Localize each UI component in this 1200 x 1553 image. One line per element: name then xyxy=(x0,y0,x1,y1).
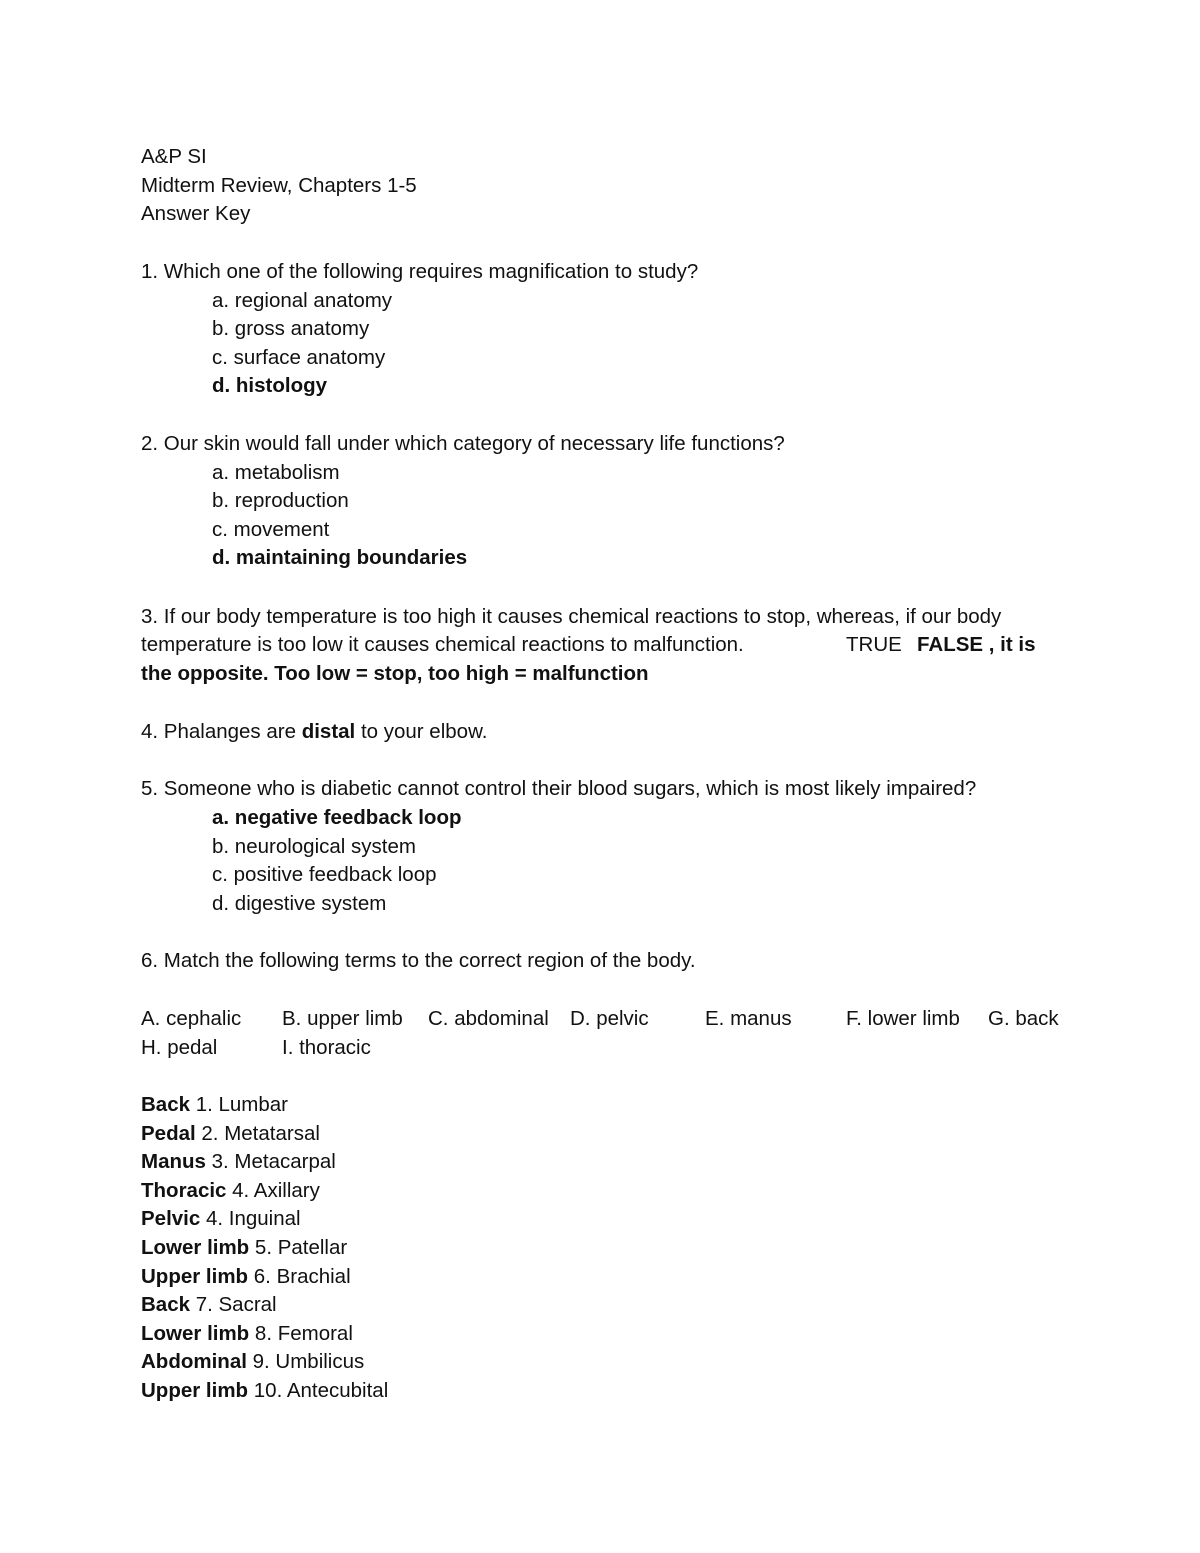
match-row xyxy=(141,1234,347,1262)
question-4 xyxy=(141,718,487,746)
match-region: Manus xyxy=(141,1150,206,1173)
q3-explanation: the opposite. Too low = stop, too high = malfunction xyxy=(141,662,649,685)
term-i: I. thoracic xyxy=(282,1036,371,1059)
match-term: 2. Metatarsal xyxy=(195,1122,320,1145)
q2-option-c: c. movement xyxy=(212,518,330,541)
match-row xyxy=(141,1091,288,1119)
question-3-line-2 xyxy=(141,631,744,659)
q4-prefix: 4. Phalanges are xyxy=(141,720,302,743)
q4-suffix: to your elbow. xyxy=(355,720,488,743)
match-term: 6. Brachial xyxy=(248,1265,351,1288)
match-term: 4. Inguinal xyxy=(200,1207,301,1230)
q4-answer: distal xyxy=(301,720,356,743)
term-d: D. pelvic xyxy=(570,1007,649,1030)
question-3-statement: temperature is too low it causes chemical reactions to malfunction. xyxy=(141,633,744,656)
q1-option-a: a. regional anatomy xyxy=(212,289,393,312)
match-region: Pelvic xyxy=(141,1207,201,1230)
question-3-line-1: 3. If our body temperature is too high it causes chemical reactions to stop, whereas, if our body xyxy=(141,605,1002,628)
question-2: 2. Our skin would fall under which category of necessary life functions? xyxy=(141,432,785,455)
match-row xyxy=(141,1291,277,1319)
match-region: Lower limb xyxy=(141,1322,250,1345)
document-title: Midterm Review, Chapters 1-5 xyxy=(141,174,417,197)
match-row xyxy=(141,1263,351,1291)
term-g: G. back xyxy=(988,1007,1059,1030)
term-c: C. abdominal xyxy=(428,1007,549,1030)
term-e: E. manus xyxy=(705,1007,792,1030)
match-term: 3. Metacarpal xyxy=(205,1150,336,1173)
q3-true-label: TRUE xyxy=(846,633,902,656)
match-region: Thoracic xyxy=(141,1179,227,1202)
q5-option-c: c. positive feedback loop xyxy=(212,863,437,886)
q3-false-answer: FALSE , it is xyxy=(917,633,1036,656)
match-region: Pedal xyxy=(141,1122,196,1145)
term-b: B. upper limb xyxy=(282,1007,403,1030)
match-region: Back xyxy=(141,1093,191,1116)
question-1: 1. Which one of the following requires magnification to study? xyxy=(141,260,699,283)
q5-option-a-answer: a. negative feedback loop xyxy=(212,806,462,829)
match-term: 9. Umbilicus xyxy=(246,1350,365,1373)
q1-option-b: b. gross anatomy xyxy=(212,317,370,340)
term-h: H. pedal xyxy=(141,1036,218,1059)
document-subtitle: Answer Key xyxy=(141,202,251,225)
q5-option-b: b. neurological system xyxy=(212,835,416,858)
match-region: Abdominal xyxy=(141,1350,247,1373)
q1-option-c: c. surface anatomy xyxy=(212,346,386,369)
term-f: F. lower limb xyxy=(846,1007,960,1030)
course-title: A&P SI xyxy=(141,145,207,168)
match-term: 4. Axillary xyxy=(226,1179,320,1202)
match-row xyxy=(141,1148,336,1176)
q2-option-a: a. metabolism xyxy=(212,461,340,484)
match-row xyxy=(141,1320,353,1348)
question-6: 6. Match the following terms to the correct region of the body. xyxy=(141,949,696,972)
match-term: 7. Sacral xyxy=(190,1293,277,1316)
match-region: Upper limb xyxy=(141,1379,249,1402)
match-term: 5. Patellar xyxy=(249,1236,348,1259)
match-row xyxy=(141,1205,301,1233)
match-row xyxy=(141,1177,320,1205)
match-region: Upper limb xyxy=(141,1265,249,1288)
match-region: Lower limb xyxy=(141,1236,250,1259)
q5-option-d: d. digestive system xyxy=(212,892,387,915)
match-row xyxy=(141,1120,320,1148)
match-row xyxy=(141,1348,364,1376)
question-5: 5. Someone who is diabetic cannot control their blood sugars, which is most likely impaired? xyxy=(141,777,977,800)
match-term: 8. Femoral xyxy=(249,1322,353,1345)
q1-option-d-answer: d. histology xyxy=(212,374,328,397)
term-a: A. cephalic xyxy=(141,1007,242,1030)
match-term: 10. Antecubital xyxy=(248,1379,389,1402)
q2-option-b: b. reproduction xyxy=(212,489,349,512)
q2-option-d-answer: d. maintaining boundaries xyxy=(212,546,468,569)
match-term: 1. Lumbar xyxy=(190,1093,289,1116)
match-region: Back xyxy=(141,1293,191,1316)
match-row xyxy=(141,1377,388,1405)
